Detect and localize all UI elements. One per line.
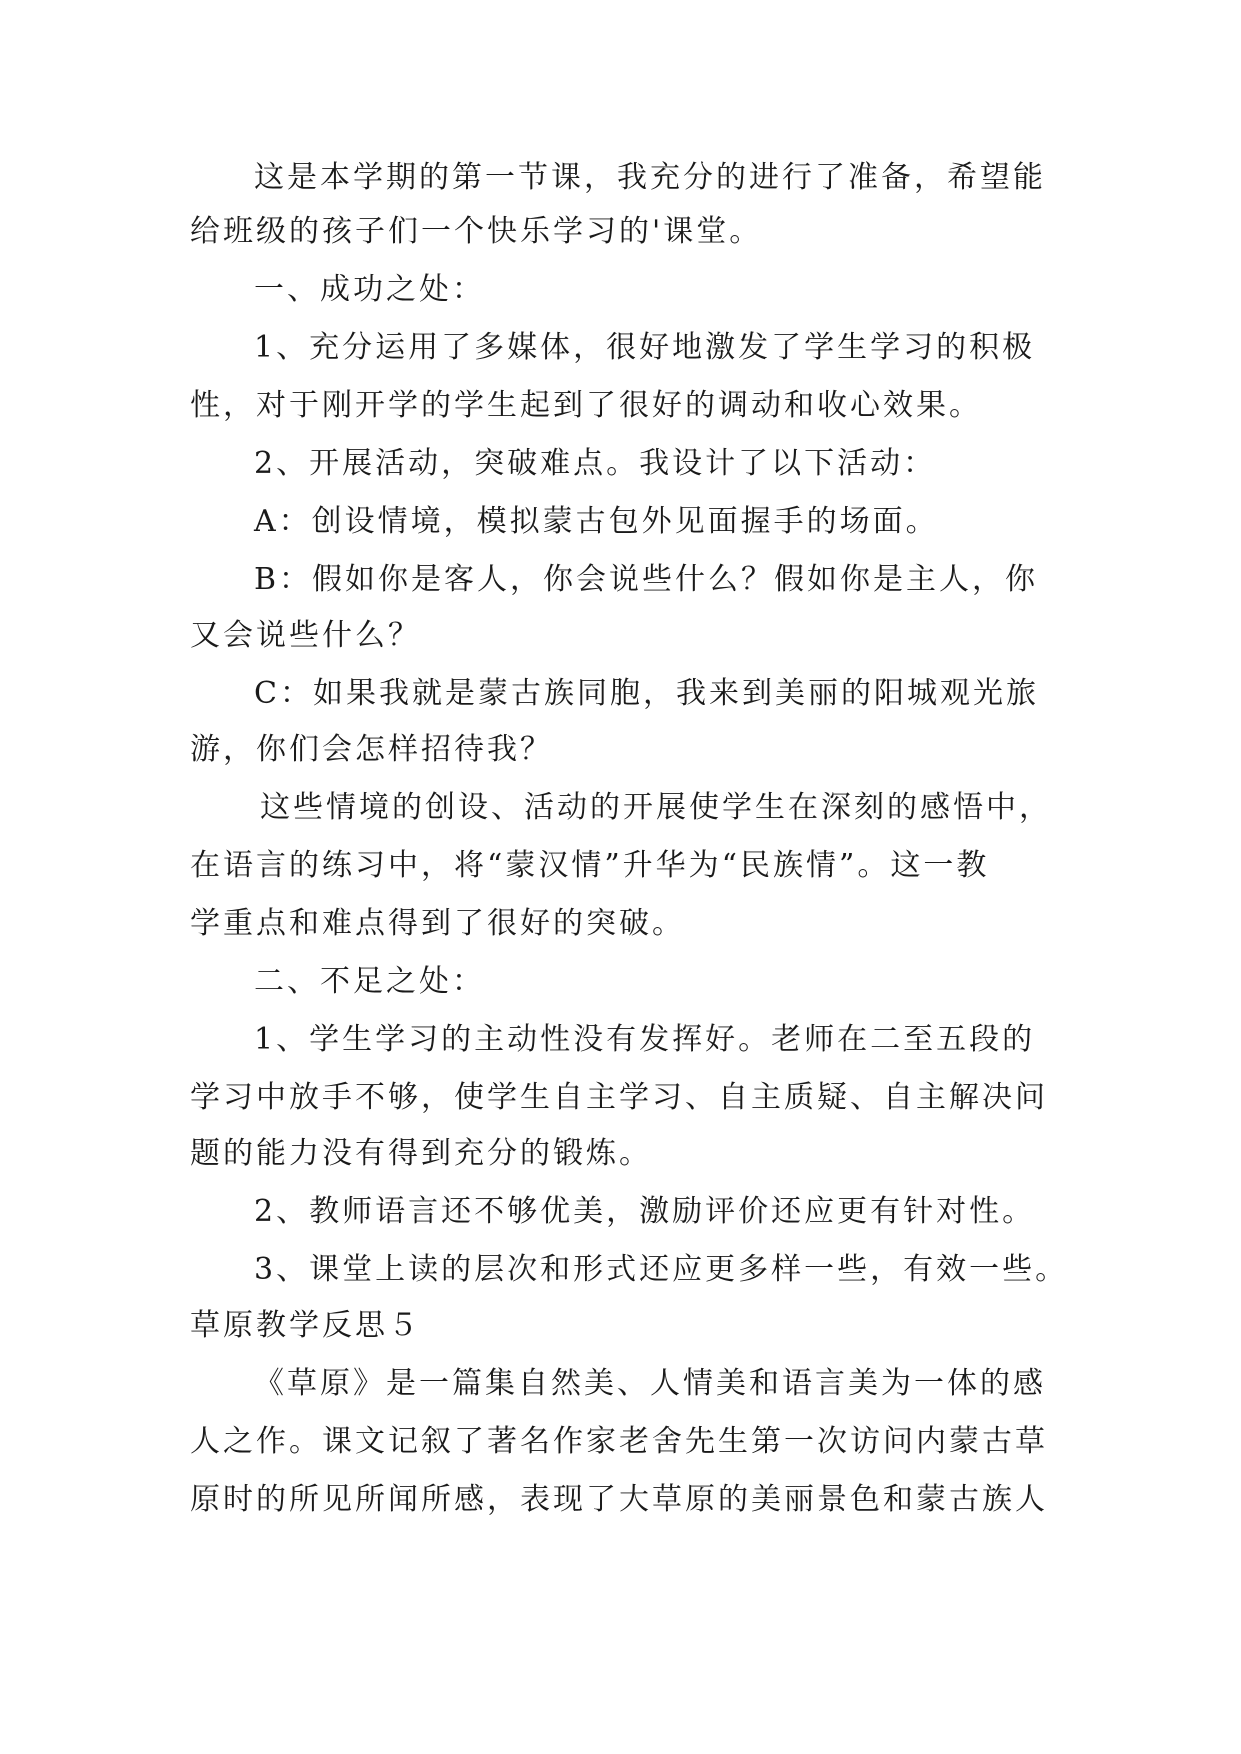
paragraph-line: 在语言的练习中，将“蒙汉情”升华为“民族情”。这一教: [190, 848, 990, 883]
paragraph-line: 游，你们会怎样招待我？: [190, 732, 553, 767]
paragraph-line: 2、开展活动，突破难点。我设计了以下活动：: [254, 446, 937, 481]
article-title: 草原教学反思５: [190, 1308, 421, 1343]
section-heading: 一、成功之处：: [254, 272, 485, 307]
paragraph-line: 原时的所见所闻所感，表现了大草原的美丽景色和蒙古族人: [190, 1482, 1048, 1517]
paragraph-line: 3、课堂上读的层次和形式还应更多样一些，有效一些。: [254, 1252, 1069, 1287]
paragraph-line: 《草原》是一篇集自然美、人情美和语言美为一体的感: [254, 1366, 1046, 1401]
paragraph-line: C：如果我就是蒙古族同胞，我来到美丽的阳城观光旅: [254, 676, 1039, 711]
paragraph-line: 2、教师语言还不够优美，激励评价还应更有针对性。: [254, 1194, 1036, 1229]
paragraph-line: A：创设情境，模拟蒙古包外见面握手的场面。: [254, 504, 939, 539]
paragraph-line: 这些情境的创设、活动的开展使学生在深刻的感悟中，: [260, 790, 1052, 825]
paragraph-line: 1、充分运用了多媒体，很好地激发了学生学习的积极: [254, 330, 1036, 365]
paragraph-line: 1、学生学习的主动性没有发挥好。老师在二至五段的: [254, 1022, 1036, 1057]
paragraph-line: 人之作。课文记叙了著名作家老舍先生第一次访问内蒙古草: [190, 1424, 1048, 1459]
paragraph-line: 这是本学期的第一节课，我充分的进行了准备，希望能: [254, 160, 1046, 195]
paragraph-line: 学重点和难点得到了很好的突破。: [190, 906, 685, 941]
paragraph-line: 给班级的孩子们一个快乐学习的'课堂。: [190, 214, 763, 249]
section-heading: 二、不足之处：: [254, 964, 485, 999]
paragraph-line: B：假如你是客人，你会说些什么？假如你是主人，你: [254, 562, 1039, 597]
paragraph-line: 题的能力没有得到充分的锻炼。: [190, 1136, 652, 1171]
paragraph-line: 学习中放手不够，使学生自主学习、自主质疑、自主解决问: [190, 1080, 1048, 1115]
paragraph-line: 性，对于刚开学的学生起到了很好的调动和收心效果。: [190, 388, 982, 423]
paragraph-line: 又会说些什么？: [190, 618, 421, 653]
